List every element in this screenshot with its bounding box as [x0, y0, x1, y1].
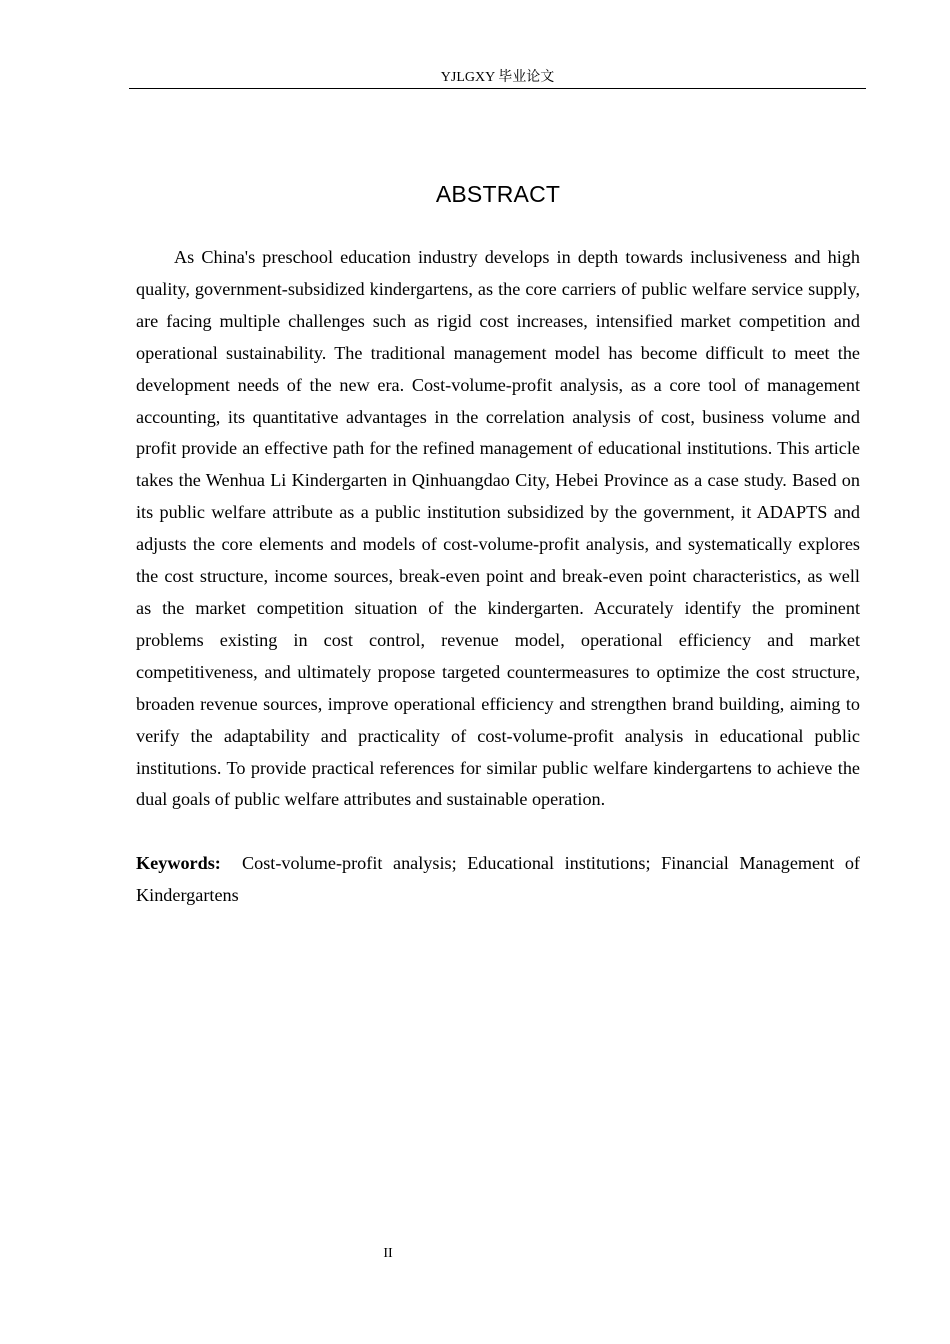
keywords-paragraph — [136, 848, 860, 912]
running-title: YJLGXY 毕业论文 — [440, 70, 555, 85]
keywords-label: Keywords: — [136, 853, 221, 873]
page-header — [129, 68, 866, 89]
page-number: II — [383, 1246, 393, 1261]
keywords-text: Cost-volume-profit analysis; Educational institutions; Financial Management of Kindergartens — [136, 853, 860, 905]
abstract-title: ABSTRACT — [435, 181, 561, 207]
abstract-body: As China's preschool education industry develops in depth towards inclusiveness and high quality, government-subsidized kindergartens, as the core carriers of public welfare service supply, are facing multiple challenges such as rigid cost increases, intensified market competition and operational sustainability. The traditional management model has become difficult to meet the development needs of the new era. Cost-volume-profit analysis, as a core tool of management accounting, its quantitative advantages in the correlation analysis of cost, business volume and profit provide an effective path for the refined management of educational institutions. This article takes the Wenhua Li Kindergarten in Qinhuangdao City, Hebei Province as a case study. Based on its public welfare attribute as a public institution subsidized by the government, it ADAPTS and adjusts the core elements and models of cost-volume-profit analysis, and systematically explores the cost structure, income sources, break-even point and break-even point characteristics, as well as the market competition situation of the kindergarten. Accurately identify the prominent problems existing in cost control, revenue model, operational efficiency and market competitiveness, and ultimately propose targeted countermeasures to optimize the cost structure, broaden revenue sources, improve operational efficiency and strengthen brand building, aiming to verify the adaptability and practicality of cost-volume-profit analysis in educational public institutions. To provide practical references for similar public welfare kindergartens to achieve the dual goals of public welfare attributes and sustainable operation. — [136, 247, 860, 810]
